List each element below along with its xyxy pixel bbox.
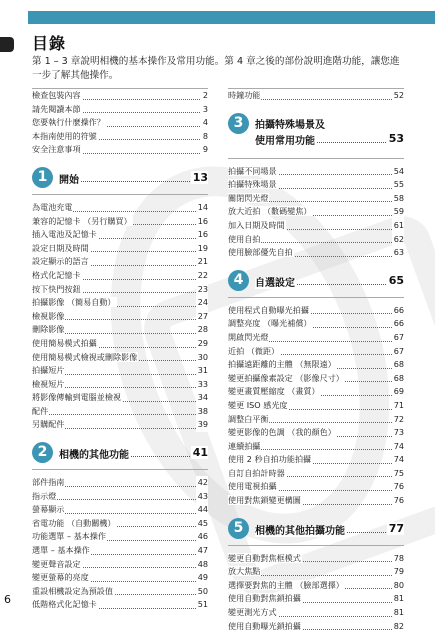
toc-entry-page: 16 bbox=[196, 215, 208, 229]
toc-entry-title: 關閉閃光燈 bbox=[228, 192, 269, 203]
toc-entry-title: 選擇要對焦的主體 （臉部選擇） bbox=[228, 579, 344, 590]
chapter-number-badge: 4 bbox=[228, 270, 249, 291]
toc-entry[interactable] bbox=[32, 255, 208, 269]
toc-entry-title: 拍攝影像 （簡易自動） bbox=[32, 297, 116, 308]
toc-entry-page: 46 bbox=[196, 530, 208, 544]
toc-entry[interactable] bbox=[32, 215, 208, 229]
chapter-4-list bbox=[228, 304, 404, 508]
toc-entry[interactable] bbox=[32, 476, 208, 490]
chapter-title: 開始 bbox=[59, 174, 79, 186]
toc-entry[interactable] bbox=[228, 467, 404, 481]
toc-entry[interactable] bbox=[228, 372, 404, 386]
toc-entry-page: 66 bbox=[392, 304, 404, 318]
toc-entry[interactable] bbox=[228, 165, 404, 179]
toc-entry[interactable] bbox=[32, 364, 208, 378]
toc-entry-page: 76 bbox=[392, 480, 404, 494]
chapter-3-list bbox=[228, 165, 404, 260]
toc-entry-page: 48 bbox=[196, 558, 208, 572]
toc-entry-title: 兼容的記憶卡 （另行購買） bbox=[32, 215, 132, 226]
toc-entry[interactable] bbox=[32, 544, 208, 558]
toc-entry[interactable] bbox=[228, 480, 404, 494]
toc-entry-title: 安全注意事項 bbox=[32, 144, 81, 155]
toc-entry-page: 74 bbox=[392, 440, 404, 454]
toc-entry-title: 拍攝不同場景 bbox=[228, 165, 277, 176]
toc-entry[interactable] bbox=[32, 242, 208, 256]
toc-entry-title: 按下快門按鈕 bbox=[32, 283, 81, 294]
chapter-1-list bbox=[32, 201, 208, 432]
toc-entry-page: 2 bbox=[201, 89, 208, 103]
front-matter-list bbox=[32, 88, 208, 157]
toc-entry[interactable] bbox=[32, 598, 208, 612]
toc-entry-title: 設定日期及時間 bbox=[32, 242, 89, 253]
toc-entry-title: 使用對焦鎖變更構圖 bbox=[228, 495, 301, 506]
toc-entry[interactable] bbox=[32, 130, 208, 144]
chapter-title: 相機的其他功能 bbox=[59, 450, 129, 462]
toc-entry-page: 81 bbox=[392, 592, 404, 606]
toc-entry-page: 69 bbox=[392, 385, 404, 399]
chapter-number-badge: 1 bbox=[32, 167, 53, 188]
toc-entry[interactable] bbox=[32, 88, 208, 103]
toc-entry[interactable] bbox=[228, 440, 404, 454]
toc-entry-page: 27 bbox=[196, 310, 208, 324]
toc-entry[interactable] bbox=[228, 552, 404, 566]
toc-entry[interactable] bbox=[228, 345, 404, 359]
toc-entry[interactable] bbox=[228, 246, 404, 260]
page-number: 6 bbox=[4, 593, 11, 606]
chapter-2-list bbox=[32, 476, 208, 612]
toc-entry-page: 67 bbox=[392, 331, 404, 345]
toc-entry[interactable] bbox=[32, 269, 208, 283]
toc-entry-page: 67 bbox=[392, 345, 404, 359]
toc-entry-page: 42 bbox=[196, 476, 208, 490]
toc-entry-title: 變更 ISO 感光度 bbox=[228, 399, 288, 410]
chapter-1-heading[interactable] bbox=[32, 167, 208, 195]
toc-entry[interactable] bbox=[32, 351, 208, 365]
toc-entry-title: 加入日期及時間 bbox=[228, 219, 285, 230]
toc-entry[interactable] bbox=[228, 178, 404, 192]
toc-entry-title: 部件指南 bbox=[32, 477, 65, 488]
toc-entry-title: 另購配件 bbox=[32, 419, 65, 430]
toc-entry-page: 82 bbox=[392, 620, 404, 634]
toc-entry-title: 放大近拍 （數碼變焦） bbox=[228, 206, 312, 217]
toc-entry[interactable] bbox=[32, 296, 208, 310]
toc-entry[interactable] bbox=[32, 503, 208, 517]
toc-entry-page: 61 bbox=[392, 219, 404, 233]
toc-entry-page: 39 bbox=[196, 418, 208, 432]
toc-entry[interactable] bbox=[32, 116, 208, 130]
toc-entry[interactable] bbox=[228, 413, 404, 427]
toc-entry-page: 3 bbox=[201, 103, 208, 117]
toc-entry[interactable] bbox=[228, 579, 404, 593]
toc-entry-page: 44 bbox=[196, 503, 208, 517]
toc-left-column bbox=[32, 88, 208, 622]
chapter-title-line-2: 使用常用功能 bbox=[255, 135, 315, 147]
toc-entry-page: 22 bbox=[196, 269, 208, 283]
chapter-page: 53 bbox=[388, 131, 404, 145]
toc-entry[interactable] bbox=[228, 219, 404, 233]
toc-entry-title: 使用自動對焦鎖拍攝 bbox=[228, 593, 301, 604]
toc-entry-page: 68 bbox=[392, 358, 404, 372]
chapter-page: 77 bbox=[388, 521, 404, 535]
toc-entry-title: 開啟閃光燈 bbox=[228, 331, 269, 342]
chapter-title-row bbox=[255, 274, 404, 289]
toc-entry-page: 80 bbox=[392, 579, 404, 593]
toc-entry-title: 請先閱讀本節 bbox=[32, 103, 81, 114]
toc-entry-page: 21 bbox=[196, 255, 208, 269]
chapter-page: 13 bbox=[192, 170, 208, 184]
toc-entry-page: 38 bbox=[196, 405, 208, 419]
toc-entry-title: 變更螢幕的亮度 bbox=[32, 572, 89, 583]
chapter-title: 相機的其他拍攝功能 bbox=[255, 525, 345, 537]
toc-entry[interactable] bbox=[228, 317, 404, 331]
chapter-title-row bbox=[255, 132, 404, 147]
toc-entry[interactable] bbox=[32, 283, 208, 297]
toc-entry-title: 格式化記憶卡 bbox=[32, 269, 81, 280]
toc-entry-title: 使用簡易模式檢視或刪除影像 bbox=[32, 351, 138, 362]
toc-entry-page: 75 bbox=[392, 467, 404, 481]
chapter-number-badge: 2 bbox=[32, 442, 53, 463]
toc-entry-title: 檢視影像 bbox=[32, 310, 65, 321]
toc-entry-title: 您要執行什麼操作？ bbox=[32, 117, 105, 128]
toc-entry[interactable] bbox=[32, 530, 208, 544]
toc-entry[interactable] bbox=[32, 310, 208, 324]
toc-entry-title: 自訂自拍計時器 bbox=[228, 467, 285, 478]
toc-entry-title: 功能選單 – 基本操作 bbox=[32, 531, 106, 542]
toc-entry-page: 62 bbox=[392, 233, 404, 247]
chapter-page: 41 bbox=[192, 446, 208, 460]
toc-entry-title: 螢幕顯示 bbox=[32, 504, 65, 515]
toc-entry-title: 變更影像的色調 （我的顏色） bbox=[228, 427, 336, 438]
toc-entry-title: 配件 bbox=[32, 405, 49, 416]
toc-entry-title: 連續拍攝 bbox=[228, 440, 261, 451]
toc-entry-title: 刪除影像 bbox=[32, 324, 65, 335]
chapter-5-list bbox=[228, 552, 404, 634]
chapter-title-row bbox=[255, 522, 404, 537]
toc-entry[interactable] bbox=[228, 426, 404, 440]
toc-entry-title: 變更畫質壓縮度 （畫質） bbox=[228, 386, 320, 397]
toc-entry[interactable] bbox=[32, 585, 208, 599]
toc-entry-title: 低階格式化記憶卡 bbox=[32, 599, 97, 610]
toc-entry[interactable] bbox=[32, 517, 208, 531]
toc-entry-title: 拍攝遠距離的主體 （無限遠） bbox=[228, 359, 336, 370]
continued-list bbox=[228, 88, 404, 103]
chapter-number-badge: 3 bbox=[228, 113, 249, 134]
toc-entry-title: 重設相機設定為預設值 bbox=[32, 585, 113, 596]
header-color-band bbox=[28, 11, 435, 24]
toc-entry-title: 指示燈 bbox=[32, 490, 57, 501]
toc-entry[interactable] bbox=[228, 331, 404, 345]
toc-entry-title: 將影像傳輸到電腦並檢視 bbox=[32, 392, 122, 403]
toc-entry-page: 59 bbox=[392, 205, 404, 219]
toc-entry-page: 43 bbox=[196, 490, 208, 504]
toc-entry-page: 63 bbox=[392, 246, 404, 260]
chapter-page: 65 bbox=[388, 273, 404, 287]
toc-entry-page: 24 bbox=[196, 296, 208, 310]
toc-entry[interactable] bbox=[32, 571, 208, 585]
toc-entry[interactable] bbox=[32, 337, 208, 351]
toc-entry[interactable] bbox=[32, 201, 208, 215]
toc-entry[interactable] bbox=[32, 418, 208, 432]
toc-entry-title: 使用自動曝光鎖拍攝 bbox=[228, 620, 301, 631]
page-title: 目錄 bbox=[32, 34, 67, 53]
toc-entry-page: 16 bbox=[196, 228, 208, 242]
toc-entry-title: 變更聲音設定 bbox=[32, 558, 81, 569]
toc-entry-title: 檢視短片 bbox=[32, 378, 65, 389]
toc-entry[interactable] bbox=[32, 143, 208, 157]
toc-entry-title: 使用自拍 bbox=[228, 233, 261, 244]
toc-entry[interactable] bbox=[228, 494, 404, 508]
toc-entry-page: 55 bbox=[392, 178, 404, 192]
chapter-title-row bbox=[59, 446, 208, 461]
chapter-title: 自選設定 bbox=[255, 277, 295, 289]
toc-entry-page: 9 bbox=[201, 143, 208, 157]
toc-entry-page: 79 bbox=[392, 565, 404, 579]
toc-entry-page: 73 bbox=[392, 426, 404, 440]
toc-entry-title: 選單 – 基本操作 bbox=[32, 545, 90, 556]
toc-entry[interactable] bbox=[228, 592, 404, 606]
toc-entry[interactable] bbox=[228, 385, 404, 399]
toc-entry-title: 本指南使用的符號 bbox=[32, 130, 97, 141]
toc-entry-page: 74 bbox=[392, 453, 404, 467]
toc-entry[interactable] bbox=[228, 233, 404, 247]
toc-entry[interactable] bbox=[228, 192, 404, 206]
toc-entry-page: 81 bbox=[392, 606, 404, 620]
toc-entry-title: 設定顯示的語言 bbox=[32, 256, 89, 267]
toc-entry-page: 54 bbox=[392, 165, 404, 179]
toc-entry-title: 使用 2 秒自拍功能拍攝 bbox=[228, 454, 312, 465]
toc-entry[interactable] bbox=[228, 453, 404, 467]
chapter-3-heading[interactable] bbox=[228, 113, 404, 159]
toc-entry[interactable] bbox=[32, 405, 208, 419]
toc-entry[interactable] bbox=[228, 304, 404, 318]
toc-entry-title: 變更測光方式 bbox=[228, 607, 277, 618]
toc-entry-page: 19 bbox=[196, 242, 208, 256]
toc-entry-title: 近拍 （微距） bbox=[228, 345, 280, 356]
toc-entry-page: 30 bbox=[196, 351, 208, 365]
toc-entry[interactable] bbox=[32, 558, 208, 572]
toc-entry-page: 68 bbox=[392, 372, 404, 386]
toc-entry[interactable] bbox=[32, 391, 208, 405]
toc-entry-page: 8 bbox=[201, 130, 208, 144]
toc-entry[interactable] bbox=[32, 323, 208, 337]
toc-entry-page: 47 bbox=[196, 544, 208, 558]
toc-entry[interactable] bbox=[228, 565, 404, 579]
chapter-2-heading[interactable] bbox=[32, 442, 208, 470]
section-tab-marker bbox=[0, 37, 14, 52]
toc-entry-page: 31 bbox=[196, 364, 208, 378]
toc-entry-page: 33 bbox=[196, 378, 208, 392]
toc-entry-page: 50 bbox=[196, 585, 208, 599]
toc-entry-title: 變更拍攝像素設定 （影像尺寸） bbox=[228, 372, 344, 383]
toc-entry-title: 使用電視拍攝 bbox=[228, 481, 277, 492]
toc-entry[interactable] bbox=[228, 88, 404, 103]
toc-entry-page: 49 bbox=[196, 571, 208, 585]
toc-entry-title: 時鐘功能 bbox=[228, 90, 261, 100]
toc-entry-page: 14 bbox=[196, 201, 208, 215]
toc-entry-title: 變更自動對焦框模式 bbox=[228, 552, 301, 563]
toc-entry-title: 調整亮度 （曝光補償） bbox=[228, 318, 312, 329]
toc-entry-title: 檢查包裝內容 bbox=[32, 90, 81, 100]
toc-entry-page: 52 bbox=[392, 89, 404, 103]
toc-entry[interactable] bbox=[32, 490, 208, 504]
toc-entry-page: 76 bbox=[392, 494, 404, 508]
toc-entry[interactable] bbox=[32, 103, 208, 117]
toc-entry-title: 使用程式自動曝光拍攝 bbox=[228, 304, 309, 315]
toc-entry-page: 58 bbox=[392, 192, 404, 206]
toc-entry-title: 省電功能 （自動關機） bbox=[32, 517, 116, 528]
toc-entry-title: 使用簡易模式拍攝 bbox=[32, 337, 97, 348]
toc-right-column bbox=[228, 88, 404, 643]
toc-entry[interactable] bbox=[228, 358, 404, 372]
toc-entry-page: 45 bbox=[196, 517, 208, 531]
chapter-5-heading[interactable] bbox=[228, 518, 404, 546]
toc-entry-page: 23 bbox=[196, 283, 208, 297]
toc-entry-page: 66 bbox=[392, 317, 404, 331]
toc-entry-title: 調整白平衡 bbox=[228, 413, 269, 424]
toc-entry-page: 72 bbox=[392, 413, 404, 427]
chapter-4-heading[interactable] bbox=[228, 270, 404, 298]
chapter-number-badge: 5 bbox=[228, 518, 249, 539]
toc-entry-title: 為電池充電 bbox=[32, 201, 73, 212]
toc-entry-title: 拍攝特殊場景 bbox=[228, 179, 277, 190]
toc-entry-page: 34 bbox=[196, 391, 208, 405]
toc-entry-page: 4 bbox=[201, 116, 208, 130]
toc-entry-page: 71 bbox=[392, 399, 404, 413]
toc-entry-page: 28 bbox=[196, 323, 208, 337]
toc-entry-title: 拍攝短片 bbox=[32, 365, 65, 376]
toc-entry[interactable] bbox=[228, 205, 404, 219]
chapter-title-row bbox=[59, 171, 208, 186]
toc-entry[interactable] bbox=[32, 228, 208, 242]
toc-entry-page: 51 bbox=[196, 598, 208, 612]
toc-entry[interactable] bbox=[228, 620, 404, 634]
toc-entry-title: 插入電池及記憶卡 bbox=[32, 229, 97, 240]
toc-entry-title: 放大焦點 bbox=[228, 566, 261, 577]
toc-entry[interactable] bbox=[32, 378, 208, 392]
toc-entry-title: 使用臉部優先自拍 bbox=[228, 247, 293, 258]
intro-paragraph: 第 1 – 3 章說明相機的基本操作及常用功能。第 4 章之後的部份說明進階功能，讓您進一步了解其他操作。 bbox=[32, 56, 400, 81]
chapter-title-line-1: 拍攝特殊場景及 bbox=[255, 119, 325, 131]
toc-entry-page: 29 bbox=[196, 337, 208, 351]
toc-entry-page: 78 bbox=[392, 552, 404, 566]
toc-entry[interactable] bbox=[228, 399, 404, 413]
